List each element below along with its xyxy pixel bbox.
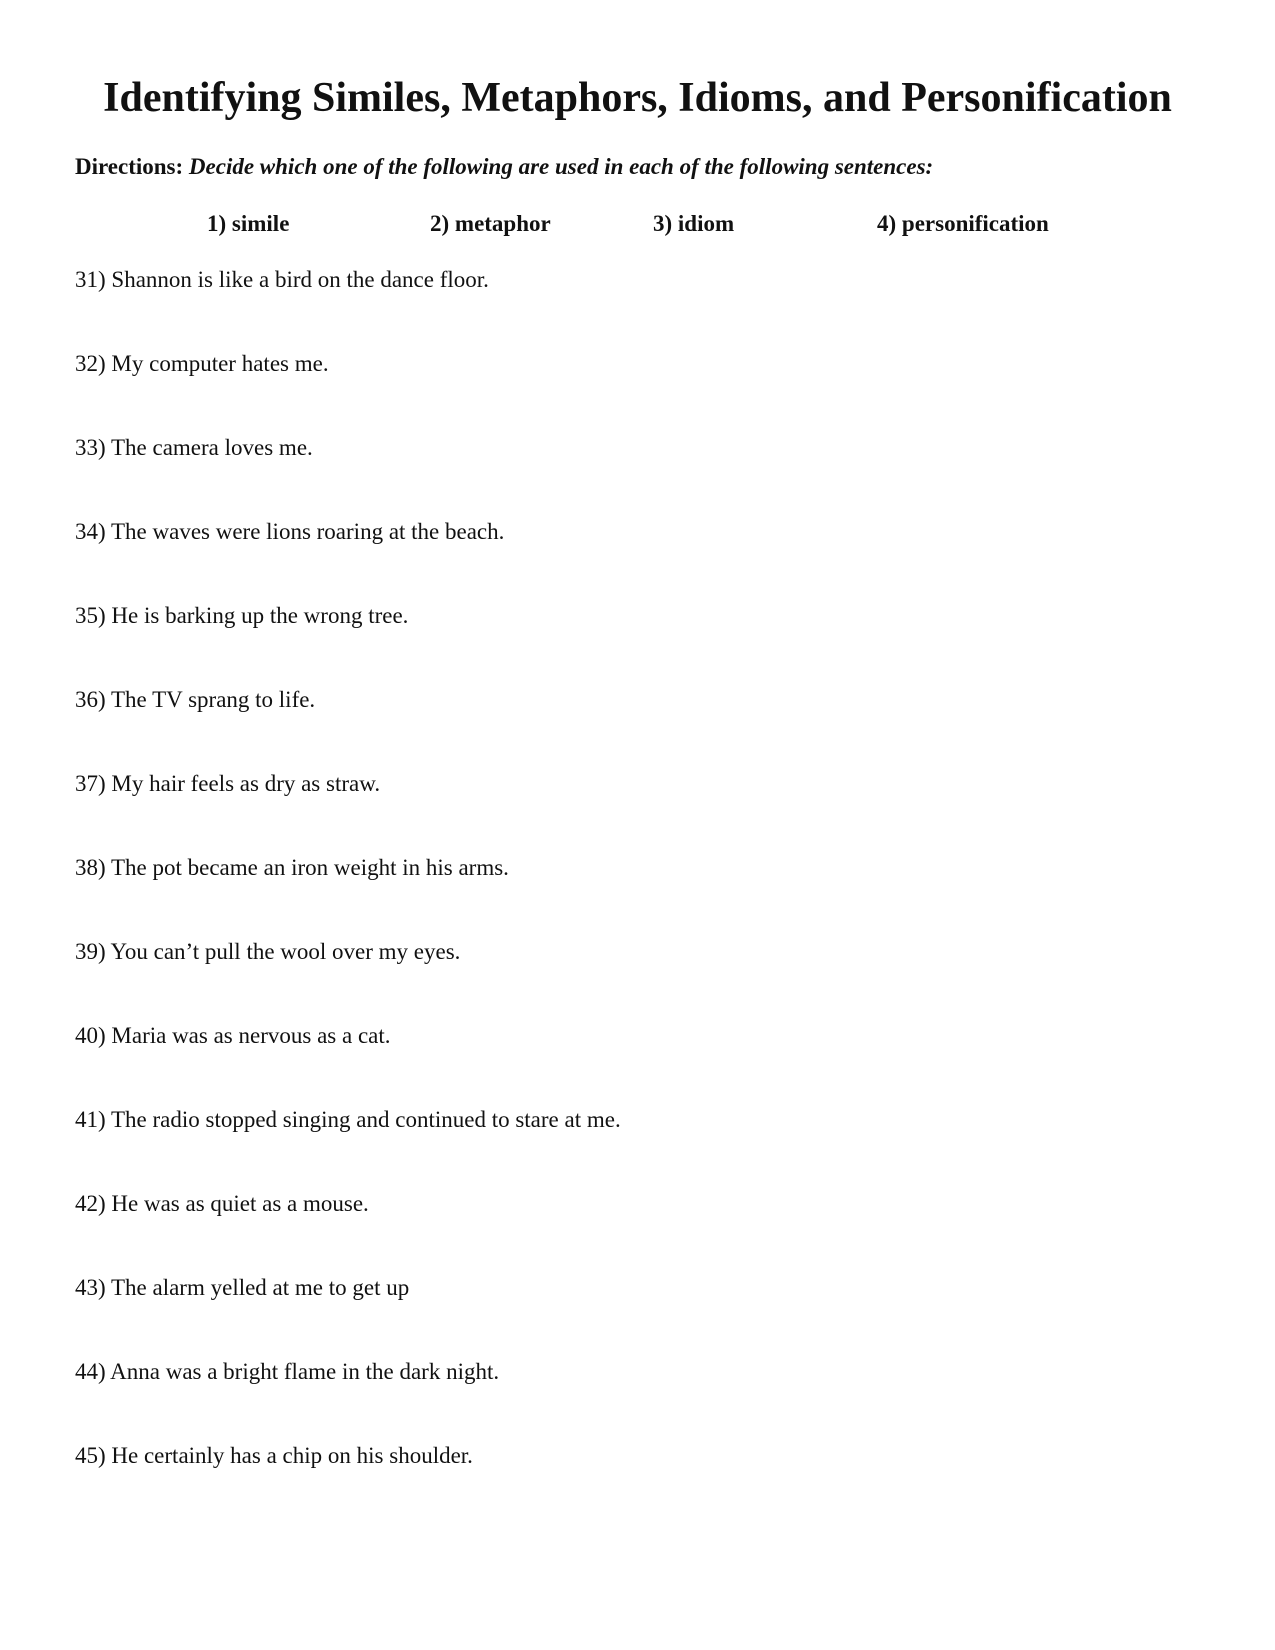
question-35: 35) He is barking up the wrong tree.	[75, 603, 409, 628]
question-42: 42) He was as quiet as a mouse.	[75, 1191, 369, 1216]
question-45: 45) He certainly has a chip on his shoulder.	[75, 1443, 473, 1468]
question-37: 37) My hair feels as dry as straw.	[75, 771, 381, 796]
directions-label: Directions:	[75, 154, 184, 179]
question-41: 41) The radio stopped singing and continued to stare at me.	[75, 1107, 621, 1132]
option-personification: 4) personification	[877, 211, 1049, 236]
option-simile: 1) simile	[207, 211, 290, 236]
page-title: Identifying Similes, Metaphors, Idioms, and Personification	[103, 75, 1172, 121]
question-44: 44) Anna was a bright flame in the dark night.	[75, 1359, 500, 1384]
question-36: 36) The TV sprang to life.	[75, 687, 316, 712]
question-38: 38) The pot became an iron weight in his arms.	[75, 855, 509, 880]
option-metaphor: 2) metaphor	[430, 211, 551, 236]
question-34: 34) The waves were lions roaring at the beach.	[75, 519, 505, 544]
question-43: 43) The alarm yelled at me to get up	[75, 1275, 410, 1300]
directions	[75, 153, 933, 181]
option-idiom: 3) idiom	[653, 211, 735, 236]
question-33: 33) The camera loves me.	[75, 435, 313, 460]
question-32: 32) My computer hates me.	[75, 351, 329, 376]
question-40: 40) Maria was as nervous as a cat.	[75, 1023, 391, 1048]
question-31: 31) Shannon is like a bird on the dance floor.	[75, 267, 489, 292]
question-39: 39) You can’t pull the wool over my eyes.	[75, 939, 461, 964]
directions-text: Decide which one of the following are used in each of the following sentences:	[188, 154, 934, 179]
